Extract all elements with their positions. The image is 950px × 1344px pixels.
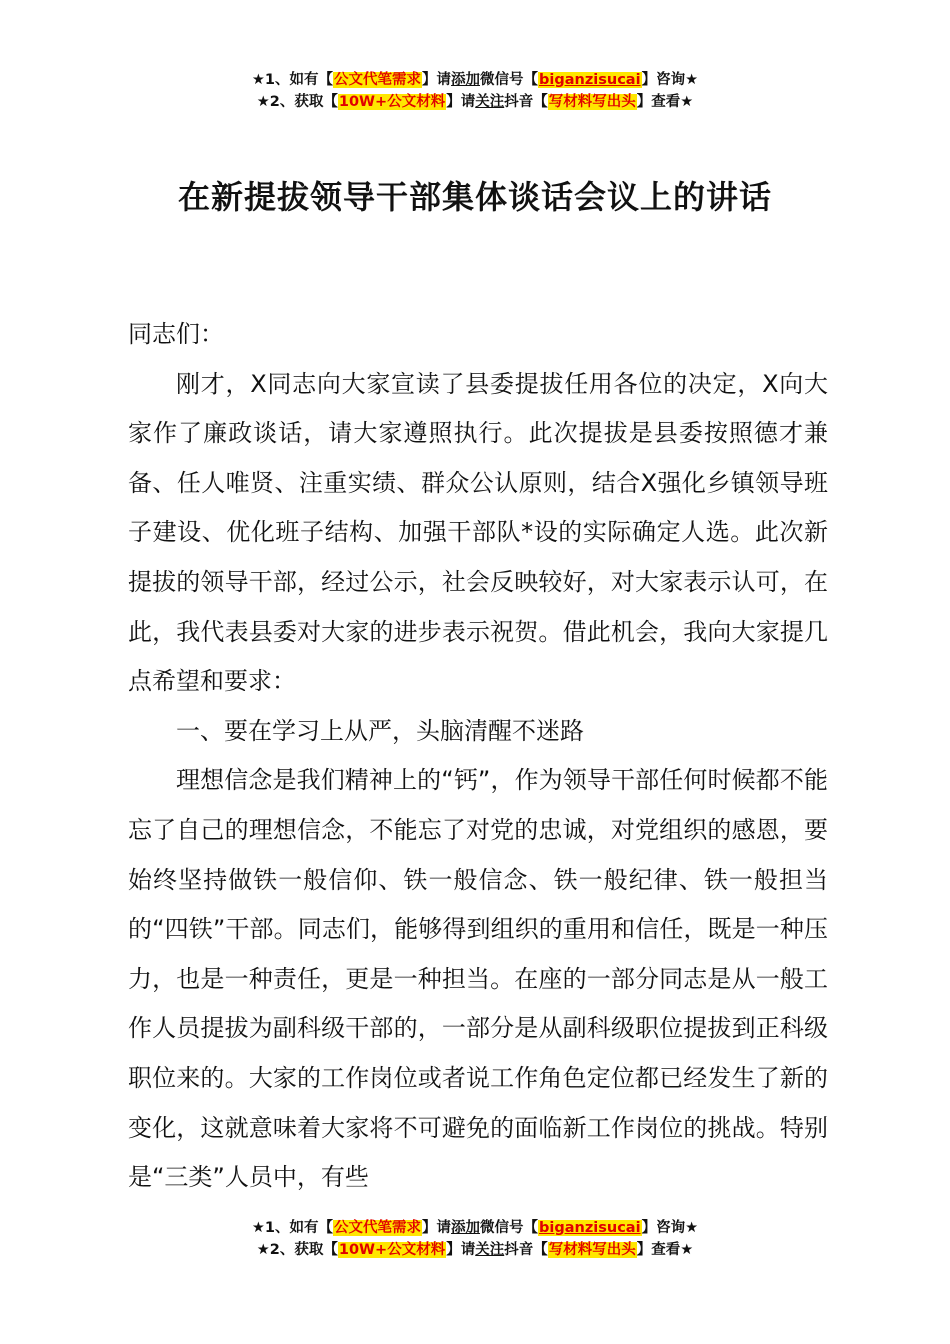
paragraph: 理想信念是我们精神上的“钙”，作为领导干部任何时候都不能忘了自己的理想信念，不能忘了对党的忠诚，对党组织的感恩，要始终坚持做铁一般信仰、铁一般信念、铁一般纪律、铁一般担当的“四铁”干部。同志们，能够得到组织的重用和信任，既是一种压力，也是一种责任，更是一种担当。在座的一部分同志是从一般工作人员提拔为副科级干部的，一部分是从副科级职位提拔到正科级职位来的。大家的工作岗位或者说工作角色定位都已经发生了新的变化，这就意味着大家将不可避免的面临新工作岗位的挑战。特别是“三类”人员中，有些 <box>128 766 828 1192</box>
promo-highlight: 公文代笔需求 <box>334 1220 422 1236</box>
promo-text: 】请 <box>422 1220 452 1236</box>
promo-line-1 <box>0 69 950 91</box>
promo-text: 抖音【 <box>504 1242 548 1258</box>
promo-highlight: 10W+公文材料 <box>338 94 446 110</box>
promo-text: ★1、如有【 <box>251 72 334 88</box>
promo-banner-bottom <box>0 1217 950 1261</box>
paragraph: 刚才，X同志向大家宣读了县委提拔任用各位的决定，X向大家作了廉政谈话，请大家遵照执行。此次提拔是县委按照德才兼备、任人唯贤、注重实绩、群众公认原则，结合X强化乡镇领导班子建设、优化班子结构、加强干部队*设的实际确定人选。此次新提拔的领导干部，经过公示，社会反映较好，对大家表示认可，在此，我代表县委对大家的进步表示祝贺。借此机会，我向大家提几点希望和要求： <box>128 369 828 696</box>
section-heading: 一、要在学习上从严，头脑清醒不迷路 <box>176 716 584 745</box>
promo-underline: 关注 <box>475 94 505 110</box>
salutation: 同志们： <box>128 320 224 348</box>
promo-highlight: 10W+公文材料 <box>338 1242 446 1258</box>
promo-underline: 添加 <box>451 72 481 88</box>
promo-text: ★1、如有【 <box>251 1220 334 1236</box>
promo-highlight: 公文代笔需求 <box>334 72 422 88</box>
promo-banner-top <box>0 69 950 113</box>
promo-text: 】咨询★ <box>641 72 699 88</box>
promo-line-2 <box>0 1239 950 1261</box>
promo-text: ★2、获取【 <box>256 94 338 110</box>
promo-text: 】咨询★ <box>641 1220 699 1236</box>
promo-text: 】查看★ <box>636 1242 694 1258</box>
promo-text: 】请 <box>422 72 452 88</box>
promo-line-1 <box>0 1217 950 1239</box>
douyin-highlight: 写材料写出头 <box>548 94 636 110</box>
wechat-id-highlight: biganzisucai <box>539 1220 641 1236</box>
promo-line-2 <box>0 91 950 113</box>
promo-text: 微信号【 <box>480 1220 539 1236</box>
promo-text: 】查看★ <box>636 94 694 110</box>
promo-text: ★2、获取【 <box>256 1242 338 1258</box>
douyin-highlight: 写材料写出头 <box>548 1242 636 1258</box>
promo-text: 】请 <box>446 94 476 110</box>
promo-text: 抖音【 <box>504 94 548 110</box>
promo-underline: 添加 <box>451 1220 481 1236</box>
promo-text: 微信号【 <box>480 72 539 88</box>
promo-underline: 关注 <box>475 1242 505 1258</box>
wechat-id-highlight: biganzisucai <box>539 72 641 88</box>
document-title: 在新提拔领导干部集体谈话会议上的讲话 <box>177 178 772 216</box>
promo-text: 】请 <box>446 1242 476 1258</box>
document-body <box>128 310 828 1203</box>
